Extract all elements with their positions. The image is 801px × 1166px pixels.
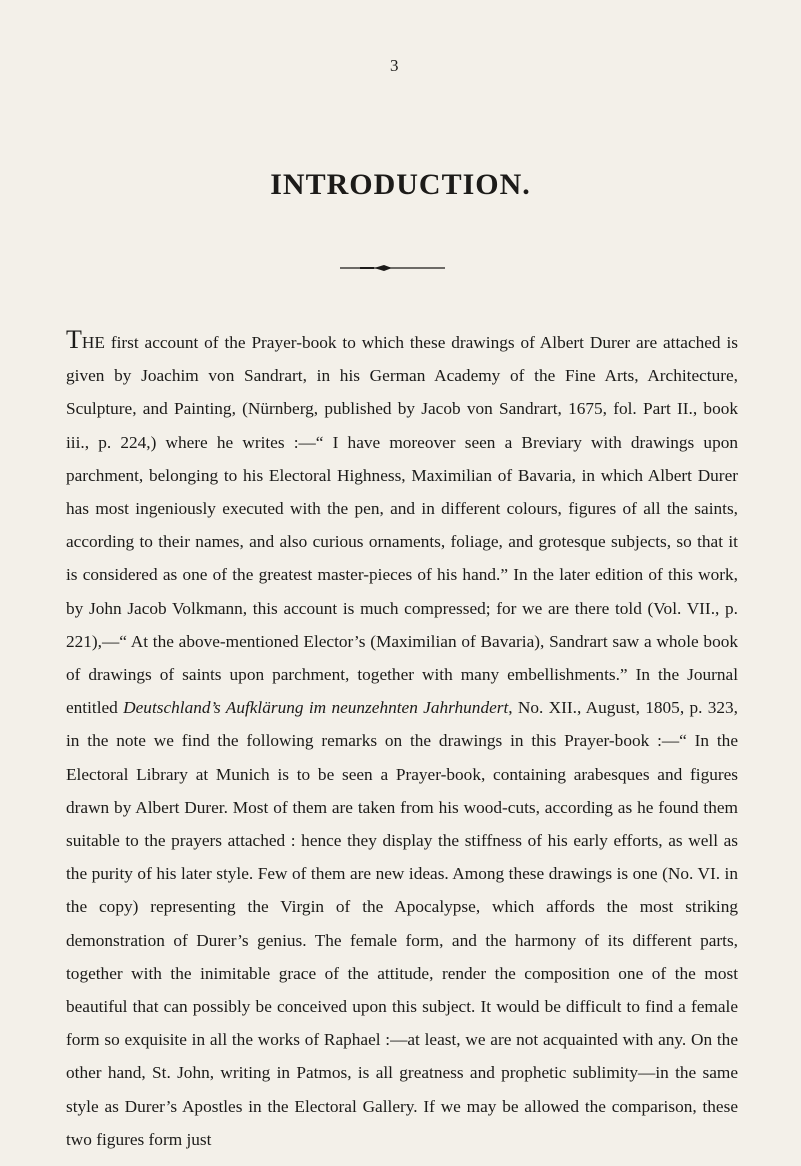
drop-initial: T	[66, 325, 82, 354]
journal-title: Deutschland’s Aufklärung im neunzehnten Jahrhundert	[123, 698, 509, 718]
page-number: 3	[390, 56, 399, 75]
body-text-part-2: , No. XII., August, 1805, p. 323, in the note we find the following remarks on the drawings in this Prayer-book :—“ In the Electoral Library at Munich is to be seen a Prayer-book, containing arabesques and figures drawn by Albert Durer. Most of them are taken from his wood-cuts, according as he found them suitable to the prayers attached : hence they display the stiffness of his early efforts, as well as the purity of his later style. Few of them are new ideas. Among these drawings is one (No. VI. in the copy) representing the Virgin of the Apocalypse, which affords the most striking demonstration of Durer’s genius. The female form, and the harmony of its different parts, together with the inimitable grace of the attitude, render the composition one of the most beautiful that can possibly be conceived upon this subject. It would be difficult to find a female form so exquisite in all the works of Raphael :—at least, we are not acquainted with any. On the other hand, St. John, writing in Patmos, is all greatness and prophetic sublimity—in the same style as Durer’s Apostles in the Electoral Gallery. If we may be allowed the comparison, these two figures form just	[66, 698, 738, 1149]
chapter-title: INTRODUCTION.	[270, 168, 531, 201]
body-text-part-1: first account of the Prayer-book to which these drawings of Albert Durer are attached is given by Joachim von Sandrart, in his German Academy of the Fine Arts, Architecture, Sculpture, and Painting, (Nürnberg, published by Jacob von Sandrart, 1675, fol. Part II., book iii., p. 224,) where he writes :—“ I have moreover seen a Breviary with drawings upon parchment, belonging to his Electoral Highness, Maximilian of Bavaria, in which Albert Durer has most ingeniously executed with the pen, and in different colours, figures of all the saints, according to their names, and also curious ornaments, foliage, and grotesque subjects, so that it is considered as one of the greatest master-pieces of his hand.” In the later edition of this work, by John Jacob Volkmann, this account is much compressed; for we are there told (Vol. VII., p. 221),—“ At the above-mentioned Elector’s (Maximilian of Bavaria), Sandrart saw a whole book of drawings of saints upon parchment, together with many embellishments.” In the Journal entitled	[66, 333, 738, 718]
rule-ornament-icon	[340, 262, 445, 274]
introduction-body	[66, 326, 738, 1156]
initial-word-rest: HE	[81, 333, 105, 352]
body-paragraph	[66, 326, 738, 1156]
